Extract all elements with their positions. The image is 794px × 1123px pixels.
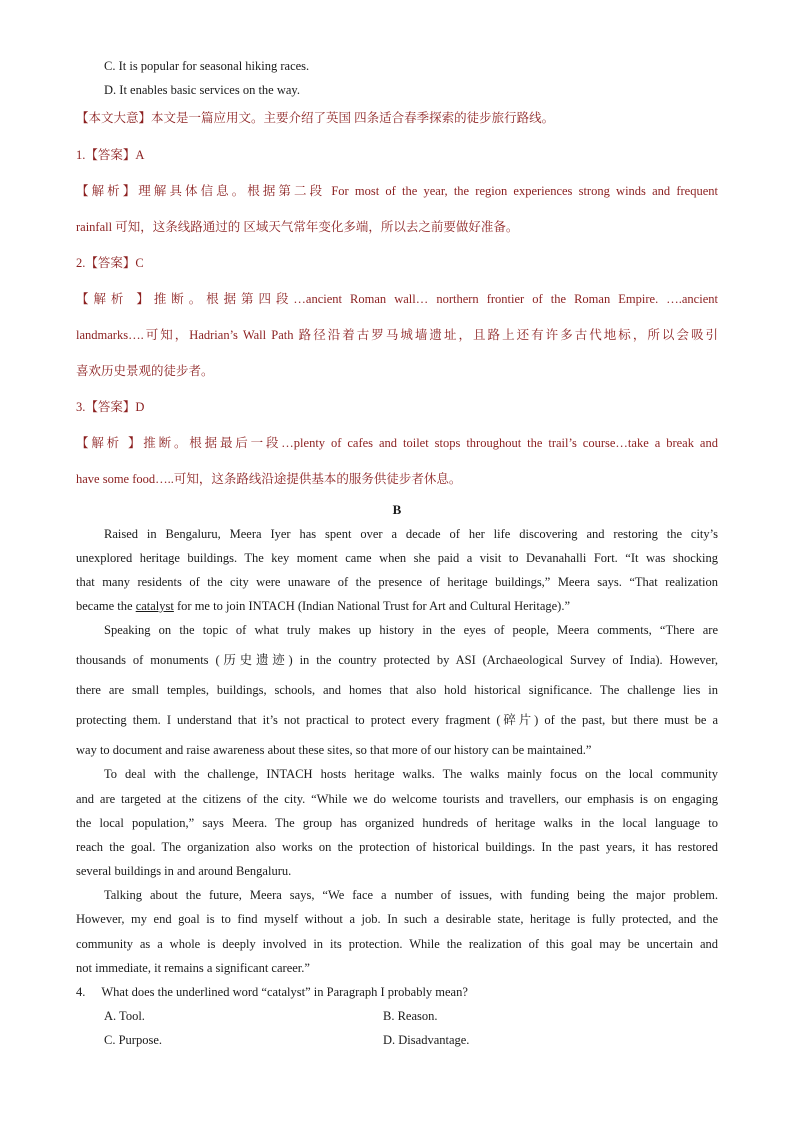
underlined-word-catalyst: catalyst bbox=[135, 599, 174, 613]
analysis-3-tag: 【解析 】 bbox=[76, 436, 144, 450]
summary-line bbox=[76, 110, 554, 126]
question-4-option-b: B. Reason. bbox=[383, 1009, 438, 1023]
summary-text: 本文是一篇应用文。主要介绍了英国 四条适合春季探索的徒步旅行路线。 bbox=[151, 111, 555, 125]
answer-2-number: 2. bbox=[76, 256, 86, 270]
analysis-1-tag: 【解析】 bbox=[76, 184, 139, 198]
analysis-2-tag: 【解析 】 bbox=[76, 292, 154, 306]
passage-p2-line-5: way to document and raise awareness about these sites, so that more of our history can be maintained.” bbox=[76, 743, 592, 757]
passage-p2-line-1: Speaking on the topic of what truly makes up history in the eyes of people, Meera comments, “There are bbox=[104, 623, 718, 637]
passage-p3-line-1: To deal with the challenge, INTACH hosts heritage walks. The walks mainly focus on the local community bbox=[104, 767, 718, 781]
answer-2-letter: C bbox=[135, 256, 144, 270]
answer-1-letter: A bbox=[135, 148, 145, 162]
analysis-3-line-2: have some food…..可知，这条路线沿途提供基本的服务供徒步者休息。 bbox=[76, 472, 462, 486]
analysis-3-line-1 bbox=[76, 435, 718, 451]
answer-3-letter: D bbox=[135, 400, 145, 414]
analysis-2-line-2: landmarks….可知，Hadrian’s Wall Path 路径沿着古罗马城墙遗址，且路上还有许多古代地标，所以会吸引 bbox=[76, 328, 718, 342]
answer-2-line bbox=[76, 255, 144, 271]
question-4-option-c: C. Purpose. bbox=[104, 1033, 162, 1047]
analysis-1-line-2: rainfall 可知，这条线路通过的 区域天气常年变化多端，所以去之前要做好准备。 bbox=[76, 220, 519, 234]
passage-p1-line-2: unexplored heritage buildings. The key moment came when she paid a visit to Devanahalli Fort. “It was shocking bbox=[76, 551, 718, 565]
analysis-3-text-1: 推断。根据最后一段…plenty of cafes and toilet stops throughout the trail’s course…take a break and bbox=[143, 436, 718, 450]
prev-option-c: C. It is popular for seasonal hiking races. bbox=[104, 59, 310, 73]
passage-p3-line-3: the local population,” says Meera. The group has organized hundreds of heritage walks in the local language to bbox=[76, 816, 718, 830]
analysis-1-line-1 bbox=[76, 183, 718, 199]
passage-p4-line-4: not immediate, it remains a significant career.” bbox=[76, 961, 310, 975]
analysis-2-text-1: 推断。根据第四段…ancient Roman wall… northern frontier of the Roman Empire. ….ancient bbox=[153, 292, 718, 306]
passage-p1-line-1: Raised in Bengaluru, Meera Iyer has spent over a decade of her life discovering and restoring the city’s bbox=[104, 527, 718, 541]
passage-p2-line-2: thousands of monuments (历史遗迹) in the country protected by ASI (Archaeological Survey of India). However, bbox=[76, 653, 718, 667]
prev-option-d: D. It enables basic services on the way. bbox=[104, 83, 300, 97]
question-4-number: 4. bbox=[76, 985, 86, 999]
section-label: B bbox=[392, 502, 402, 517]
passage-p3-line-4: reach the goal. The organization also works on the protection of historical buildings. In the past years, it has restored bbox=[76, 840, 718, 854]
passage-p1-text-after: for me to join INTACH (Indian National Trust for Art and Cultural Heritage).” bbox=[177, 599, 571, 613]
answer-1-line bbox=[76, 147, 144, 163]
passage-p3-line-5: several buildings in and around Bengaluru. bbox=[76, 864, 292, 878]
analysis-1-text-1: 理解具体信息。根据第二段 For most of the year, the region experiences strong winds and frequent bbox=[138, 184, 718, 198]
question-4-option-a: A. Tool. bbox=[104, 1009, 145, 1023]
answer-2-tag: 【答案】 bbox=[85, 256, 136, 270]
passage-p4-line-3: community as a whole is deeply involved in its protection. While the realization of this goal may be uncertain and bbox=[76, 937, 718, 951]
question-4 bbox=[76, 984, 468, 1000]
answer-3-line bbox=[76, 399, 144, 415]
passage-p4-line-2: However, my end goal is to find myself without a job. In such a desirable state, heritage is fully protected, and the bbox=[76, 912, 718, 926]
passage-p3-line-2: and are targeted at the citizens of the city. “While we do welcome tourists and travellers, our emphasis is on engaging bbox=[76, 792, 718, 806]
answer-3-tag: 【答案】 bbox=[85, 400, 136, 414]
passage-p1-line-3: that many residents of the city were unaware of the presence of heritage buildings,” Meera says. “That realization bbox=[76, 575, 718, 589]
passage-p1-text-before: became the bbox=[76, 599, 133, 613]
analysis-2-line-1 bbox=[76, 291, 718, 307]
answer-1-tag: 【答案】 bbox=[85, 148, 136, 162]
passage-p2-line-4: protecting them. I understand that it’s not practical to protect every fragment (碎片) of the past, but there must be a bbox=[76, 713, 718, 727]
summary-tag: 【本文大意】 bbox=[76, 111, 152, 125]
question-4-text: What does the underlined word “catalyst” in Paragraph I probably mean? bbox=[101, 985, 468, 999]
question-4-option-d: D. Disadvantage. bbox=[383, 1033, 470, 1047]
answer-1-number: 1. bbox=[76, 148, 86, 162]
passage-p4-line-1: Talking about the future, Meera says, “We face a number of issues, with funding being the major problem. bbox=[104, 888, 718, 902]
analysis-2-line-3: 喜欢历史景观的徒步者。 bbox=[76, 364, 214, 378]
answer-3-number: 3. bbox=[76, 400, 86, 414]
passage-p2-line-3: there are small temples, buildings, schools, and homes that also hold historical significance. The challenge lies in bbox=[76, 683, 718, 697]
passage-p1-line-4 bbox=[76, 598, 570, 614]
